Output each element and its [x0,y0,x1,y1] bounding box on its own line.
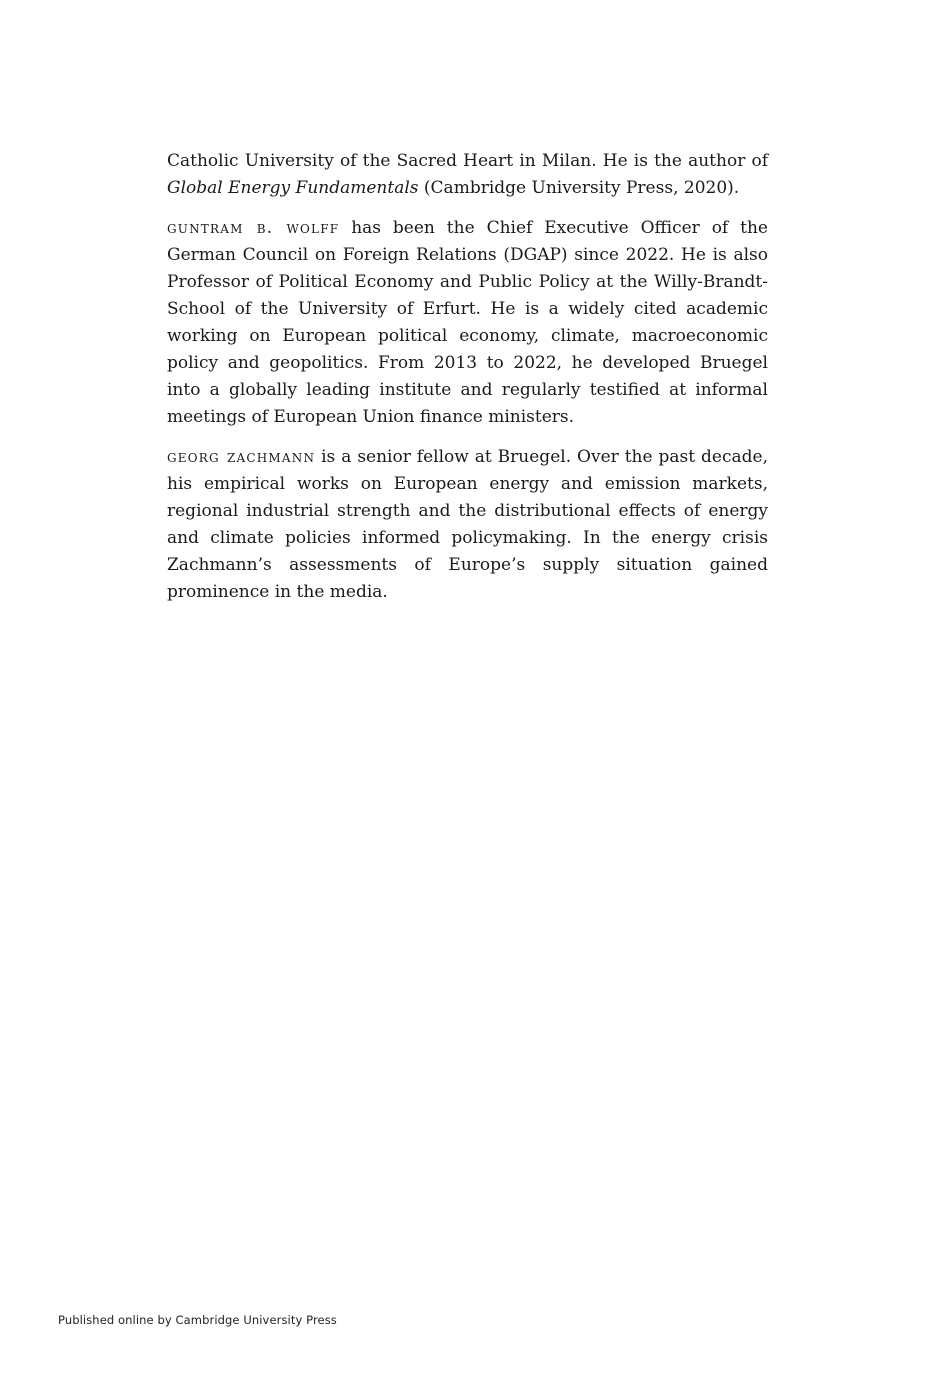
bio-text: is a senior fellow at Bruegel. Over the past decade, his empirical works on European energy and emission markets, regional industrial strength and the distributional effects of energy and climate policies informed policymaking. In the energy crisis Zachmann’s assessments of Europe’s supply situation gained prominence in the media. [167,447,768,602]
bio-text: Catholic University of the Sacred Heart in Milan. He is the author of [167,151,768,171]
bio-text: (Cambridge University Press, 2020). [418,178,740,198]
contributor-name: guntram b. wolff [167,218,340,238]
bio-paragraph-continued [167,148,768,202]
contributor-bios [167,148,768,619]
bio-paragraph-wolff [167,215,768,431]
book-title: Global Energy Fundamentals [167,178,419,198]
bio-paragraph-zachmann [167,444,768,606]
contributor-name: georg zachmann [167,447,316,467]
bio-text: has been the Chief Executive Officer of the German Council on Foreign Relations (DGAP) since 2022. He is also Professor of Political Economy and Public Policy at the Willy-Brandt-School of the University of Erfurt. He is a widely cited academic working on European political economy, climate, macroeconomic policy and geopolitics. From 2013 to 2022, he developed Bruegel into a globally leading institute and regularly testified at informal meetings of European Union finance ministers. [167,218,768,427]
publisher-footer: Published online by Cambridge University Press [58,1313,337,1327]
